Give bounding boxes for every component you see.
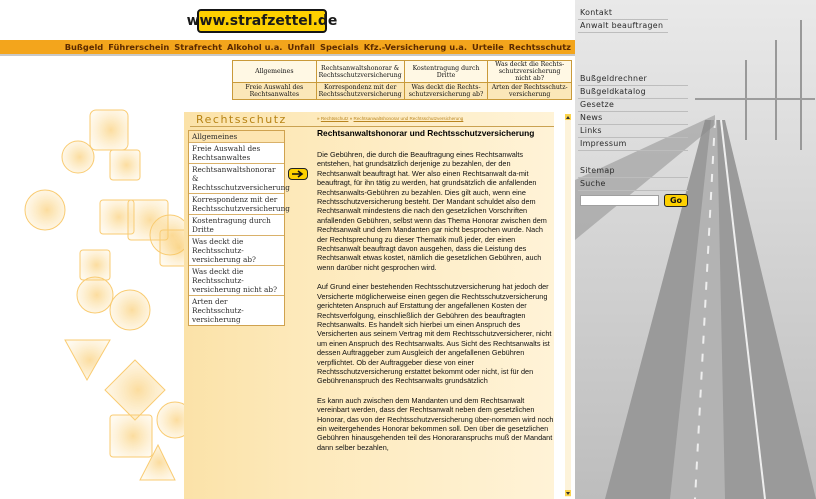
menu-item-kostentragung[interactable]: Kostentragung durch Dritte bbox=[189, 215, 284, 236]
submenu-item-honorar[interactable]: Rechtsanwaltshonorar & Rechtsschutzversicherung bbox=[317, 61, 404, 82]
nav-item-kfz-versicherung[interactable]: Kfz.-Versicherung u.a. bbox=[363, 42, 468, 52]
link-sitemap[interactable]: Sitemap bbox=[580, 166, 615, 175]
link-divider bbox=[578, 124, 688, 125]
article-title: Rechtsanwaltshonorar und Rechtsschutzversicherung bbox=[317, 128, 535, 138]
menu-item-allgemeines[interactable]: Allgemeines bbox=[189, 131, 284, 143]
submenu-item-arten[interactable]: Arten der Rechtsschutz-versicherung bbox=[488, 83, 571, 99]
article-scrollbar[interactable] bbox=[565, 114, 571, 497]
link-divider bbox=[578, 137, 688, 138]
link-bussgeldkatalog[interactable]: Bußgeldkatalog bbox=[580, 87, 646, 96]
breadcrumb-link-current[interactable]: Rechtsanwaltshonorar und Rechtsschutzversicherung bbox=[353, 116, 464, 121]
panel-title-divider bbox=[190, 126, 554, 127]
menu-item-arten[interactable]: Arten der Rechtsschutz-versicherung bbox=[192, 297, 244, 324]
scroll-up-button[interactable] bbox=[565, 114, 571, 120]
link-bussgeldrechner[interactable]: Bußgeldrechner bbox=[580, 74, 648, 83]
link-news[interactable]: News bbox=[580, 113, 603, 122]
link-impressum[interactable]: Impressum bbox=[580, 139, 627, 148]
link-divider bbox=[578, 177, 688, 178]
menu-item-deckt-ab[interactable]: Was deckt die Rechtsschutz-versicherung ab? bbox=[189, 236, 284, 266]
nav-item-rechtsschutz[interactable]: Rechtsschutz bbox=[508, 42, 571, 52]
arrow-right-button[interactable] bbox=[288, 168, 308, 180]
breadcrumb-separator: » bbox=[348, 116, 354, 121]
submenu-item-kostentragung[interactable]: Kostentragung durch Dritte bbox=[405, 61, 488, 82]
breadcrumb bbox=[317, 116, 463, 121]
section-menu bbox=[188, 130, 290, 326]
breadcrumb-link-section[interactable]: Rechtsschutz bbox=[320, 116, 349, 121]
link-divider bbox=[578, 150, 688, 151]
panel-title: Rechtsschutz bbox=[196, 113, 287, 126]
nav-item-bussgeld[interactable]: Bußgeld bbox=[64, 42, 104, 52]
menu-item-korrespondenz[interactable]: Korrespondenz mit der Rechtsschutzversicherung bbox=[189, 194, 284, 215]
section-submenu bbox=[232, 60, 572, 100]
nav-item-strafrecht[interactable]: Strafrecht bbox=[174, 42, 223, 52]
nav-item-alkohol[interactable]: Alkohol u.a. bbox=[227, 42, 283, 52]
search-input[interactable] bbox=[580, 195, 659, 206]
submenu-item-deckt-ab[interactable]: Was deckt die Rechts-schutzversicherung ab? bbox=[405, 83, 488, 99]
menu-item-nicht-ab[interactable]: Was deckt die Rechtsschutz-versicherung nicht ab? bbox=[189, 266, 284, 296]
link-divider bbox=[578, 190, 688, 191]
go-button[interactable]: Go bbox=[664, 194, 688, 207]
link-divider bbox=[578, 98, 688, 99]
submenu-item-allgemeines[interactable]: Allgemeines bbox=[233, 61, 316, 82]
link-divider bbox=[578, 111, 688, 112]
breadcrumb-prefix: » bbox=[317, 116, 321, 121]
link-gesetze[interactable]: Gesetze bbox=[580, 100, 615, 109]
link-divider bbox=[578, 32, 668, 33]
submenu-item-korrespondenz[interactable]: Korrespondenz mit der Rechtsschutzversicherung bbox=[318, 84, 402, 98]
link-anwalt-beauftragen[interactable]: Anwalt beauftragen bbox=[580, 21, 664, 30]
nav-item-unfall[interactable]: Unfall bbox=[287, 42, 316, 52]
nav-item-fuehrerschein[interactable]: Führerschein bbox=[108, 42, 170, 52]
link-divider bbox=[578, 85, 688, 86]
arrow-right-icon bbox=[291, 170, 305, 178]
nav-divider bbox=[0, 54, 575, 56]
link-divider bbox=[578, 19, 668, 20]
menu-item-freie-auswahl[interactable]: Freie Auswahl des Rechtsanwaltes bbox=[189, 143, 284, 164]
nav-item-specials[interactable]: Specials bbox=[320, 42, 359, 52]
menu-item-honorar[interactable]: Rechtsanwaltshonorar & Rechtsschutzversicherung bbox=[189, 164, 284, 194]
scroll-down-button[interactable] bbox=[565, 490, 571, 496]
site-logo[interactable]: www.strafzettel.de bbox=[197, 9, 327, 33]
arrow-up-icon bbox=[566, 116, 570, 119]
submenu-item-freie-auswahl[interactable]: Freie Auswahl des Rechtsanwaltes bbox=[233, 83, 316, 99]
article bbox=[317, 128, 555, 499]
main-navigation bbox=[0, 40, 575, 54]
article-paragraph: Es kann auch zwischen dem Mandanten und dem Rechtsanwalt vereinbart werden, dass der Rechtsanwalt neben dem gesetzlichen Honorar, das von der Rechtsschutzversicherung über-nommen wird noch ein weitergehendes Honorar bekommen soll. Den über die gesetzlichen Gebühren hinausgehenden teil des Honoraranspruchs muß der Mandant dann selber bezahlen, bbox=[317, 395, 554, 452]
link-kontakt[interactable]: Kontakt bbox=[580, 8, 613, 17]
arrow-down-icon bbox=[566, 492, 570, 495]
article-paragraph: Die Gebühren, die durch die Beauftragung eines Rechtsanwalts entstehen, hat grundsätzlich derjenige zu bezahlen, der den Rechtsanwalt beauftragt hat. Wer also einen Rechtsanwalt da-mit beauftragt, für ihn tätig zu werden, hat grundsätzlich die anfallenden Rechtsanwalts-Gebühren zu bezahlen. Dies gilt auch, wenn eine Rechtsschutzversicherung besteht. Der Mandant schuldet also dem Rechtsanwalt mindestens die nach den gesetzlichen Vorschriften anfallenden Gebühren, selbst wenn das Thema Honorar zwischen dem Rechtsanwalt und dem Mandanten gar nicht besprochen wurde. Nach der Rechtsprechung zu dieser Thematik muß jeder, der einen Rechtsanwalt beauftragt davon ausgehen, dass die Leistung des Rechtsanwalt etwas kostet, nämlich die gesetzlichen Gebühren, auch wenn darüber nicht gesprochen wird. bbox=[317, 150, 547, 272]
link-links[interactable]: Links bbox=[580, 126, 602, 135]
nav-item-urteile[interactable]: Urteile bbox=[472, 42, 504, 52]
label-suche: Suche bbox=[580, 179, 606, 188]
submenu-item-nicht-ab[interactable]: Was deckt die Rechts-schutzversicherung nicht ab? bbox=[488, 61, 571, 82]
article-paragraph: Auf Grund einer bestehenden Rechtsschutzversicherung hat jedoch der Versicherte möglicherweise einen gegen die Rechtsschutzversicherung gerichteten Anspruch auf Erstattung der angefallenen Kosten der Rechtsverfolgung, einschließlich der Gebühren des beauftragten Rechtsanwalts. Es handelt sich hierbei um einen Anspruch des Versicherten aus seinem Vertrag mit dem Rechtsschutzversicherer, nicht um einen Anspruch des Rechtsanwalts. Aus Sicht des Rechtsanwalts ist dessen Auftraggeber zum Ausgleich der angefallenen Gebühren verpflichtet. Ob der Auftraggeber diese von einer Rechtsschutzversicherung erstattet bekommt oder nicht, ist für den Gebührenanspruch des Rechtsanwalts grundsätzlich bbox=[317, 282, 552, 386]
